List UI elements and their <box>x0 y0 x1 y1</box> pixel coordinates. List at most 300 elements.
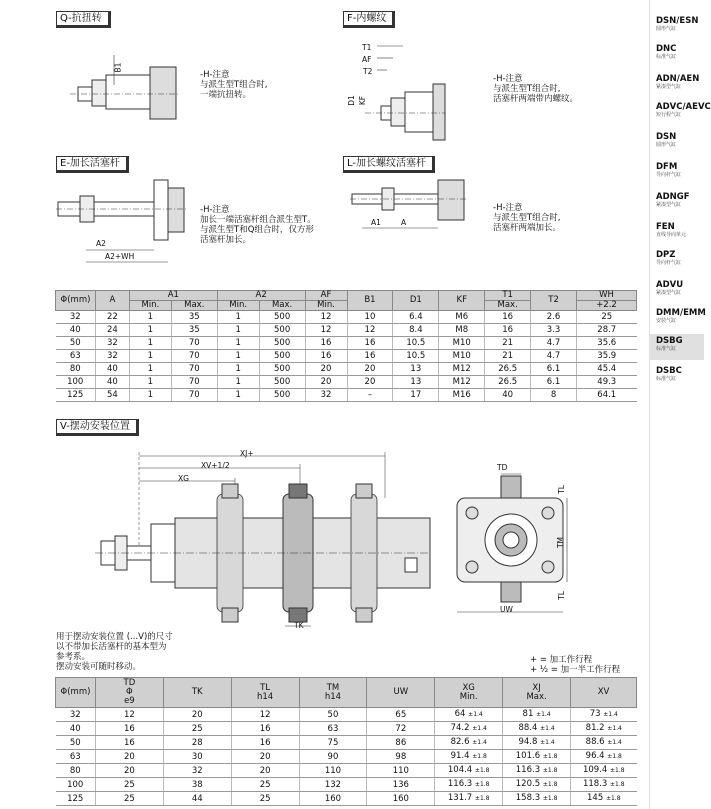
table-cell: 32 <box>56 311 96 324</box>
drawing-q-anti-rotation <box>70 55 180 135</box>
table-cell: M12 <box>439 376 485 389</box>
table-cell-td: 16 <box>95 736 163 750</box>
th-a1: A1 <box>129 291 217 301</box>
table-cell: 32 <box>95 337 129 350</box>
table-cell-d: 40 <box>56 722 96 736</box>
table-cell-td: 20 <box>95 750 163 764</box>
value: 73 <box>589 709 601 719</box>
sidebar-item-dfm[interactable] <box>650 160 704 186</box>
table-cell: 1 <box>129 363 171 376</box>
dim-t2: T2 <box>363 67 373 76</box>
table-cell: 1 <box>129 324 171 337</box>
value: 145 <box>587 793 604 803</box>
sidebar-item-subtitle: 直线导向单元 <box>656 232 687 238</box>
sidebar-item-code: ADVU <box>656 280 684 290</box>
table-cell: 10.5 <box>393 337 439 350</box>
sidebar-item-code: DSBG <box>656 336 683 346</box>
table-cell-xj <box>503 778 571 792</box>
table-cell-d: 32 <box>56 708 96 722</box>
dim-a1: A1 <box>371 218 381 227</box>
note-l: -H-注意 与派生型T组合时, 活塞杆两端加长。 <box>493 203 562 233</box>
table-row <box>56 324 637 337</box>
dimension-table-1 <box>55 290 637 402</box>
th-a2: A2 <box>217 291 305 301</box>
dim-a: A <box>401 218 407 227</box>
table-cell: 22 <box>95 311 129 324</box>
table-cell: 1 <box>217 311 259 324</box>
table-cell: 10 <box>347 311 393 324</box>
sidebar-item-dnc[interactable] <box>650 42 704 68</box>
table-cell: 35 <box>171 311 217 324</box>
sidebar-item-code: DPZ <box>656 250 676 260</box>
section-title-l: L-加长螺纹活塞杆 <box>343 156 435 173</box>
table-row <box>56 311 637 324</box>
table-cell: 10.5 <box>393 350 439 363</box>
table-cell-tk: 32 <box>163 764 231 778</box>
table-cell: 21 <box>485 350 531 363</box>
value: 74.2 <box>450 723 470 733</box>
table-cell: – <box>347 389 393 402</box>
sidebar-item-subtitle: 紧凑型气缸 <box>656 290 682 296</box>
sidebar-item-subtitle: 标准气缸 <box>656 54 677 60</box>
table-cell: 6.4 <box>393 311 439 324</box>
table-row <box>56 722 637 736</box>
sidebar-item-dsn-esn[interactable] <box>650 14 704 40</box>
tolerance: ±1.8 <box>542 781 558 788</box>
tolerance: ±1.8 <box>542 795 558 802</box>
th2-diameter: Φ(mm) <box>56 678 96 708</box>
table-cell-d: 125 <box>56 792 96 806</box>
th2-td: TD Φ e9 <box>95 678 163 708</box>
dim-xg: XG <box>178 474 189 483</box>
table-cell: 500 <box>259 363 305 376</box>
dim-uw: UW <box>500 605 513 614</box>
tolerance: ±1.8 <box>542 767 558 774</box>
th-a1-min: Min. <box>129 301 171 311</box>
table-cell-xg <box>435 778 503 792</box>
sidebar-item-subtitle: 标准气缸 <box>656 376 677 382</box>
table-cell-xg <box>435 708 503 722</box>
table-cell: 20 <box>305 376 347 389</box>
table-row <box>56 350 637 363</box>
table-cell: 70 <box>171 363 217 376</box>
th-af: AF <box>305 291 347 301</box>
table-row <box>56 389 637 402</box>
th-wh-plus: +2.2 <box>577 301 637 311</box>
table-cell: 1 <box>217 389 259 402</box>
th2-tk: TK <box>163 678 231 708</box>
tolerance: ±1.8 <box>610 767 625 774</box>
th-af-min: Min. <box>305 301 347 311</box>
value: 94.8 <box>518 737 538 747</box>
table-cell: 6.1 <box>531 376 577 389</box>
sidebar-item-code: DSN <box>656 132 677 142</box>
table-cell: 3.3 <box>531 324 577 337</box>
table-cell: 100 <box>56 376 96 389</box>
table-cell: 26.5 <box>485 376 531 389</box>
table-cell-td: 12 <box>95 708 163 722</box>
table-cell-tk: 28 <box>163 736 231 750</box>
th-t2: T2 <box>531 291 577 311</box>
table-cell: 1 <box>217 324 259 337</box>
table-cell-d: 80 <box>56 764 96 778</box>
table-cell: 8.4 <box>393 324 439 337</box>
table-cell: 32 <box>305 389 347 402</box>
value: 91.4 <box>450 751 470 761</box>
table-cell-tk: 25 <box>163 722 231 736</box>
dim-t1: T1 <box>362 43 372 52</box>
sidebar-item-code: ADVC/AEVC <box>656 102 711 112</box>
dim-a2: A2 <box>96 239 106 248</box>
value: 109.4 <box>582 765 608 775</box>
table-cell: 40 <box>56 324 96 337</box>
sidebar-item-advu[interactable] <box>650 278 704 304</box>
dim-tm: TM <box>556 536 566 549</box>
dim-a2-wh: A2+WH <box>105 252 135 261</box>
table-row <box>56 750 637 764</box>
table-cell: 40 <box>95 363 129 376</box>
table-cell: 20 <box>347 376 393 389</box>
tolerance: ±1.8 <box>605 795 621 802</box>
table-cell-xv <box>571 750 637 764</box>
table-cell: 500 <box>259 389 305 402</box>
table-cell: M16 <box>439 389 485 402</box>
sidebar-item-fen[interactable] <box>650 220 704 246</box>
table-cell: 1 <box>217 363 259 376</box>
table-cell: M12 <box>439 363 485 376</box>
th-d1: D1 <box>393 291 439 311</box>
table-row <box>56 764 637 778</box>
table-cell: 63 <box>56 350 96 363</box>
sidebar-item-adn-aen[interactable] <box>650 72 704 98</box>
tolerance: ±1.8 <box>474 781 490 788</box>
table-cell: 500 <box>259 376 305 389</box>
th2-xg: XG Min. <box>435 678 503 708</box>
table-cell-tm: 50 <box>299 708 367 722</box>
table-cell-xg <box>435 750 503 764</box>
sidebar-item-subtitle: 导向杆气缸 <box>656 260 682 266</box>
dim-td: TD <box>497 463 508 472</box>
tolerance: ±1.8 <box>610 781 625 788</box>
note-e: -H-注意 加长一端活塞杆组合派生型T。 与派生型T和Q组合时，仅方形 活塞杆加长。 <box>200 205 316 245</box>
dim-d1: D1 <box>346 95 356 106</box>
note-f: -H-注意 与派生型T组合时, 活塞杆两端带内螺纹。 <box>493 74 579 104</box>
dim-kf: KF <box>358 95 368 106</box>
sidebar-item-code: DSN/ESN <box>656 16 699 26</box>
table-cell: 1 <box>129 376 171 389</box>
table-row <box>56 778 637 792</box>
table-cell: M6 <box>439 311 485 324</box>
th-a2-min: Min. <box>217 301 259 311</box>
note-v-right: + = 加工作行程 + ½ = 加一半工作行程 <box>530 655 621 675</box>
th-kf: KF <box>439 291 485 311</box>
table-cell: 32 <box>95 350 129 363</box>
sidebar-item-code: ADNGF <box>656 192 690 202</box>
table-cell-tm: 90 <box>299 750 367 764</box>
table-cell: 49.3 <box>577 376 637 389</box>
value: 81 <box>522 709 534 719</box>
table-cell-xg <box>435 764 503 778</box>
value: 101.6 <box>515 751 541 761</box>
table-cell-xv <box>571 736 637 750</box>
sidebar-item-subtitle: 安装气缸 <box>656 318 677 324</box>
table-cell-td: 25 <box>95 792 163 806</box>
table-cell: 16 <box>305 337 347 350</box>
tolerance: ±1.4 <box>468 711 483 718</box>
note-q: -H-注意 与派生型T组合时, 一端抗扭转。 <box>200 70 268 100</box>
tolerance: ±1.8 <box>472 753 487 760</box>
table-cell-tk: 20 <box>163 708 231 722</box>
sidebar-item-subtitle: 标准气缸 <box>656 346 677 352</box>
table-cell-tk: 44 <box>163 792 231 806</box>
table-cell: 6.1 <box>531 363 577 376</box>
table-cell: 35.6 <box>577 337 637 350</box>
section-title-q: Q-抗扭转 <box>56 11 111 28</box>
section-title-f: F-内螺纹 <box>343 11 395 28</box>
table-cell-tl: 12 <box>231 708 299 722</box>
table-cell-tm: 110 <box>299 764 367 778</box>
table-cell-td: 16 <box>95 722 163 736</box>
th2-tl: TL h14 <box>231 678 299 708</box>
table-cell-xv <box>571 764 637 778</box>
table-cell-d: 63 <box>56 750 96 764</box>
tolerance: ±1.4 <box>603 711 618 718</box>
table-row <box>56 337 637 350</box>
table-cell: 25 <box>577 311 637 324</box>
value: 64 <box>454 709 466 719</box>
table-cell: M8 <box>439 324 485 337</box>
table-cell-xg <box>435 722 503 736</box>
sidebar-item-subtitle: 紧凑型气缸 <box>656 84 682 90</box>
table-cell: 35 <box>171 324 217 337</box>
table-cell: 1 <box>217 350 259 363</box>
table-cell: 13 <box>393 363 439 376</box>
sidebar-item-code: DSBC <box>656 366 682 376</box>
dim-xj: XJ+ <box>240 449 254 458</box>
table-cell-tl: 20 <box>231 750 299 764</box>
table-cell: 500 <box>259 311 305 324</box>
value: 104.4 <box>447 765 473 775</box>
table-cell: 500 <box>259 324 305 337</box>
table-cell: 1 <box>217 376 259 389</box>
value: 82.6 <box>450 737 470 747</box>
section-title-v: V-摆动安装位置 <box>56 419 139 436</box>
drawing-f-internal-thread <box>355 40 445 140</box>
table-row <box>56 792 637 806</box>
table-cell: 1 <box>217 337 259 350</box>
table-cell-tm: 132 <box>299 778 367 792</box>
table-cell-d: 100 <box>56 778 96 792</box>
th-t1: T1 <box>485 291 531 301</box>
table-cell: 35.9 <box>577 350 637 363</box>
sidebar-item-dsn[interactable] <box>650 130 704 156</box>
sidebar-item-dpz[interactable] <box>650 248 704 274</box>
th-diameter: Φ(mm) <box>56 291 96 311</box>
sidebar-item-code: FEN <box>656 222 675 232</box>
table-cell-tl: 16 <box>231 722 299 736</box>
value: 158.3 <box>515 793 541 803</box>
value: 116.3 <box>447 779 473 789</box>
table-cell: 12 <box>305 311 347 324</box>
table-cell-uw: 98 <box>367 750 435 764</box>
table-cell: 54 <box>95 389 129 402</box>
table-cell: 12 <box>347 324 393 337</box>
drawing-l-extended-thread <box>350 176 466 236</box>
table-row <box>56 363 637 376</box>
table-cell-tl: 20 <box>231 764 299 778</box>
th-a2-max: Max. <box>259 301 305 311</box>
table-cell-xj <box>503 792 571 806</box>
sidebar-item-code: DFM <box>656 162 678 172</box>
drawing-v-swivel-mount <box>95 448 430 638</box>
table-cell-tl: 16 <box>231 736 299 750</box>
table-cell-tm: 160 <box>299 792 367 806</box>
table-cell: 16 <box>347 337 393 350</box>
th-wh: WH <box>577 291 637 301</box>
table-cell-uw: 72 <box>367 722 435 736</box>
dimension-table-2 <box>55 677 637 806</box>
table-cell-xv <box>571 792 637 806</box>
table-row <box>56 708 637 722</box>
tolerance: ±1.4 <box>540 725 555 732</box>
table-cell: 20 <box>305 363 347 376</box>
sidebar-item-subtitle: 紧凑型气缸 <box>656 202 682 208</box>
th2-xj: XJ Max. <box>503 678 571 708</box>
table-cell: 40 <box>485 389 531 402</box>
note-v-left: 用于摆动安装位置 (...V)的尺寸 以不带加长活塞杆的基本型为 参考系。 摆动安装可随时移动。 <box>56 632 173 672</box>
value: 131.7 <box>447 793 473 803</box>
value: 88.4 <box>518 723 538 733</box>
table-cell-xj <box>503 736 571 750</box>
table-cell: 26.5 <box>485 363 531 376</box>
sidebar-item-subtitle: 圆形气缸 <box>656 142 677 148</box>
value: 120.5 <box>515 779 541 789</box>
table-cell: 1 <box>129 350 171 363</box>
table-cell: 20 <box>347 363 393 376</box>
dim-tl-top: TL <box>556 485 566 494</box>
table-row <box>56 376 637 389</box>
dim-xv: XV+1/2 <box>201 461 230 470</box>
value: 118.3 <box>582 779 608 789</box>
tolerance: ±1.8 <box>474 767 490 774</box>
sidebar-item-code: ADN/AEN <box>656 74 700 84</box>
sidebar-item-subtitle: 短行程气缸 <box>656 112 682 118</box>
sidebar-item-dsbg[interactable] <box>650 334 704 360</box>
table-cell: 70 <box>171 389 217 402</box>
table-cell-xj <box>503 750 571 764</box>
table-cell: 16 <box>305 350 347 363</box>
table-cell: 1 <box>129 311 171 324</box>
table-cell: 16 <box>485 324 531 337</box>
th-t1-max: Max. <box>485 301 531 311</box>
table-cell-uw: 86 <box>367 736 435 750</box>
table-cell-uw: 136 <box>367 778 435 792</box>
sidebar-item-code: DMM/EMM <box>656 308 706 318</box>
value: 81.2 <box>585 723 605 733</box>
table-cell-xv <box>571 708 637 722</box>
tolerance: ±1.4 <box>607 739 622 746</box>
table-cell: 1 <box>129 337 171 350</box>
th2-uw: UW <box>367 678 435 708</box>
table-cell-tm: 75 <box>299 736 367 750</box>
table-cell: 8 <box>531 389 577 402</box>
table-cell: 80 <box>56 363 96 376</box>
sidebar-item-subtitle: 导向杆气缸 <box>656 172 682 178</box>
drawing-v-end-view <box>455 470 570 620</box>
sidebar-item-dmm-emm[interactable] <box>650 306 704 332</box>
table-cell: 70 <box>171 376 217 389</box>
table-cell-td: 20 <box>95 764 163 778</box>
table-cell: 64.1 <box>577 389 637 402</box>
tolerance: ±1.8 <box>542 753 558 760</box>
table-cell: 16 <box>485 311 531 324</box>
table-cell: 21 <box>485 337 531 350</box>
table-cell-uw: 110 <box>367 764 435 778</box>
table-cell-xj <box>503 764 571 778</box>
table-cell: 45.4 <box>577 363 637 376</box>
value: 116.3 <box>515 765 541 775</box>
table-cell-xj <box>503 722 571 736</box>
table-cell: 28.7 <box>577 324 637 337</box>
table-cell: 40 <box>95 376 129 389</box>
table-cell-xg <box>435 736 503 750</box>
th-b1: B1 <box>347 291 393 311</box>
table-cell: 16 <box>347 350 393 363</box>
table-cell-td: 25 <box>95 778 163 792</box>
th2-tm: TM h14 <box>299 678 367 708</box>
value: 96.4 <box>585 751 605 761</box>
dim-tk: TK <box>294 621 304 630</box>
table-cell: M10 <box>439 337 485 350</box>
table-cell-xj <box>503 708 571 722</box>
table-cell-tl: 25 <box>231 792 299 806</box>
dim-af: AF <box>362 55 372 64</box>
tolerance: ±1.4 <box>607 725 622 732</box>
section-title-e: E-加长活塞杆 <box>56 156 129 173</box>
table-cell: M10 <box>439 350 485 363</box>
table-cell-xv <box>571 722 637 736</box>
th-a: A <box>95 291 129 311</box>
table-cell: 70 <box>171 337 217 350</box>
sidebar-item-subtitle: 圆形气缸 <box>656 26 677 32</box>
table-cell: 13 <box>393 376 439 389</box>
dim-tl-bottom: TL <box>556 591 566 600</box>
sidebar-item-advc-aevc[interactable] <box>650 100 711 126</box>
value: 88.6 <box>585 737 605 747</box>
sidebar-item-adngf[interactable] <box>650 190 704 216</box>
table-cell: 24 <box>95 324 129 337</box>
table-cell-tk: 38 <box>163 778 231 792</box>
th2-xv: XV <box>571 678 637 708</box>
table-cell: 500 <box>259 350 305 363</box>
table-cell-tl: 25 <box>231 778 299 792</box>
table-row <box>56 736 637 750</box>
table-cell-xv <box>571 778 637 792</box>
table-cell: 4.7 <box>531 350 577 363</box>
sidebar-item-dsbc[interactable] <box>650 364 704 390</box>
table-cell: 70 <box>171 350 217 363</box>
th-a1-max: Max. <box>171 301 217 311</box>
sidebar-item-code: DNC <box>656 44 677 54</box>
tolerance: ±1.4 <box>540 739 555 746</box>
table-cell-tm: 63 <box>299 722 367 736</box>
table-cell: 50 <box>56 337 96 350</box>
table-cell-uw: 65 <box>367 708 435 722</box>
table-cell: 17 <box>393 389 439 402</box>
dim-b1: B1 <box>113 62 123 73</box>
tolerance: ±1.8 <box>474 795 490 802</box>
tolerance: ±1.4 <box>472 725 487 732</box>
